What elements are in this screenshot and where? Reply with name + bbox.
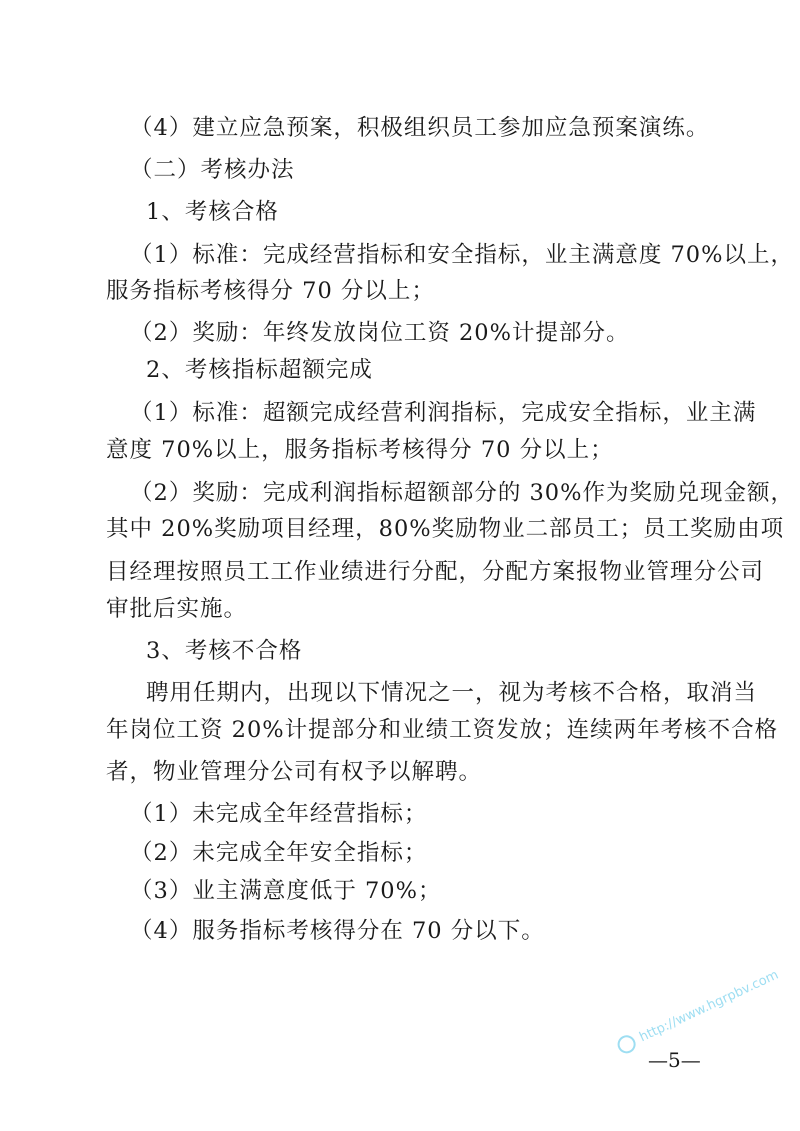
text-line: 目经理按照员工工作业绩进行分配，分配方案报物业管理分公司 [106, 559, 765, 585]
text-line: （2）奖励：年终发放岗位工资 20%计提部分。 [130, 320, 630, 346]
text-line: （1）标准：超额完成经营利润指标，完成安全指标，业主满 [130, 400, 757, 426]
subsection-heading: 1、考核合格 [146, 199, 279, 225]
list-item: （2）未完成全年安全指标； [130, 840, 428, 866]
subsection-heading: 2、考核指标超额完成 [146, 357, 373, 383]
text-line: 审批后实施。 [106, 596, 248, 622]
section-heading: （二）考核办法 [130, 157, 295, 183]
watermark-text: http://www.hgrpbv.com [637, 967, 781, 1045]
text-line: （4）建立应急预案，积极组织员工参加应急预案演练。 [130, 115, 710, 141]
page-number: —5— [648, 1048, 701, 1072]
list-item: （1）未完成全年经营指标； [130, 801, 428, 827]
list-item: （4）服务指标考核得分在 70 分以下。 [130, 918, 545, 944]
text-line: （2）奖励：完成利润指标超额部分的 30%作为奖励兑现金额， [130, 480, 794, 506]
text-line: 者，物业管理分公司有权予以解聘。 [106, 759, 483, 785]
subsection-heading: 3、考核不合格 [146, 638, 303, 664]
watermark [610, 941, 800, 1066]
text-line: 其中 20%奖励项目经理，80%奖励物业二部员工；员工奖励由项 [106, 516, 785, 542]
text-line: 聘用任期内，出现以下情况之一，视为考核不合格，取消当 [146, 680, 758, 706]
text-line: 服务指标考核得分 70 分以上； [106, 278, 435, 304]
text-line: （1）标准：完成经营指标和安全指标，业主满意度 70%以上， [130, 242, 794, 268]
text-line: 意度 70%以上，服务指标考核得分 70 分以上； [106, 437, 614, 463]
text-line: 年岗位工资 20%计提部分和业绩工资发放；连续两年考核不合格 [106, 717, 779, 743]
watermark-logo-icon [615, 1032, 639, 1056]
list-item: （3）业主满意度低于 70%； [130, 878, 442, 904]
